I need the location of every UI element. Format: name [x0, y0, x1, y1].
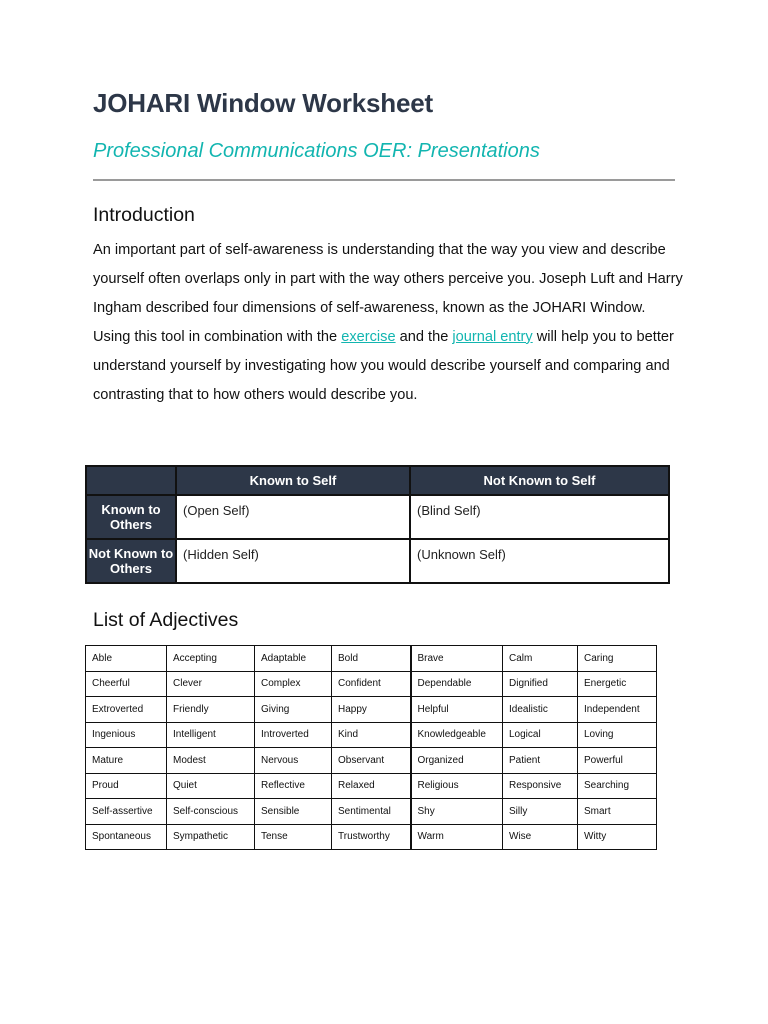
journal-entry-link[interactable]: journal entry	[452, 328, 533, 345]
adjective-cell: Introverted	[255, 722, 332, 748]
adjective-cell: Shy	[411, 799, 503, 825]
adjective-cell: Observant	[332, 748, 411, 774]
table-row	[86, 824, 657, 850]
introduction-heading: Introduction	[93, 204, 195, 226]
johari-blind-self-cell: (Blind Self)	[410, 495, 669, 539]
adjective-cell: Self-conscious	[167, 799, 255, 825]
adjective-cell: Proud	[86, 773, 167, 799]
adjective-cell: Responsive	[503, 773, 578, 799]
adjective-cell: Silly	[503, 799, 578, 825]
adjective-cell: Extroverted	[86, 697, 167, 723]
adjective-cell: Knowledgeable	[411, 722, 503, 748]
adjective-cell: Loving	[578, 722, 657, 748]
adjective-cell: Self-assertive	[86, 799, 167, 825]
adjective-cell: Brave	[411, 646, 503, 672]
adjective-cell: Trustworthy	[332, 824, 411, 850]
johari-hidden-self-cell: (Hidden Self)	[176, 539, 410, 583]
adjective-cell: Logical	[503, 722, 578, 748]
table-row	[86, 671, 657, 697]
adjective-cell: Quiet	[167, 773, 255, 799]
adjective-cell: Dignified	[503, 671, 578, 697]
page-title: JOHARI Window Worksheet	[93, 88, 433, 118]
adjective-cell: Sympathetic	[167, 824, 255, 850]
adjective-cell: Patient	[503, 748, 578, 774]
table-row	[86, 799, 657, 825]
page-subtitle: Professional Communications OER: Presentations	[93, 140, 540, 162]
table-row	[86, 722, 657, 748]
adjective-cell: Helpful	[411, 697, 503, 723]
adjective-cell: Confident	[332, 671, 411, 697]
adjective-cell: Tense	[255, 824, 332, 850]
adjective-cell: Dependable	[411, 671, 503, 697]
adjective-cell: Warm	[411, 824, 503, 850]
adjectives-table-body	[86, 646, 657, 850]
johari-corner-cell	[86, 466, 176, 495]
table-row	[86, 697, 657, 723]
intro-text-part-1: An important part of self-awareness is understanding that the way you view and describe yourself often overlaps only in part with the way others perceive you. Joseph Luft and Harry Ingham described four dimensions of self-awareness, known as the JOHARI Window. Using this tool in combination with the	[93, 242, 683, 345]
adjective-cell: Searching	[578, 773, 657, 799]
intro-text-part-2: and the	[395, 328, 453, 345]
adjective-cell: Organized	[411, 748, 503, 774]
adjective-cell: Caring	[578, 646, 657, 672]
adjective-cell: Able	[86, 646, 167, 672]
adjective-cell: Energetic	[578, 671, 657, 697]
adjective-cell: Accepting	[167, 646, 255, 672]
adjective-cell: Wise	[503, 824, 578, 850]
adjective-cell: Friendly	[167, 697, 255, 723]
adjective-cell: Giving	[255, 697, 332, 723]
adjective-cell: Relaxed	[332, 773, 411, 799]
johari-unknown-self-cell: (Unknown Self)	[410, 539, 669, 583]
adjective-cell: Modest	[167, 748, 255, 774]
adjective-cell: Mature	[86, 748, 167, 774]
adjective-cell: Reflective	[255, 773, 332, 799]
adjective-cell: Calm	[503, 646, 578, 672]
johari-row-header-known-to-others: Known to Others	[86, 495, 176, 539]
adjective-cell: Happy	[332, 697, 411, 723]
adjective-cell: Sentimental	[332, 799, 411, 825]
johari-row-header-not-known-to-others: Not Known to Others	[86, 539, 176, 583]
adjective-cell: Nervous	[255, 748, 332, 774]
table-row	[86, 773, 657, 799]
introduction-paragraph	[93, 236, 683, 409]
johari-window-table	[85, 465, 670, 584]
adjective-cell: Independent	[578, 697, 657, 723]
adjective-cell: Spontaneous	[86, 824, 167, 850]
johari-col-header-not-known-to-self: Not Known to Self	[410, 466, 669, 495]
adjective-cell: Sensible	[255, 799, 332, 825]
johari-open-self-cell: (Open Self)	[176, 495, 410, 539]
adjective-cell: Smart	[578, 799, 657, 825]
adjective-cell: Ingenious	[86, 722, 167, 748]
adjective-cell: Clever	[167, 671, 255, 697]
table-row	[86, 748, 657, 774]
adjective-cell: Powerful	[578, 748, 657, 774]
adjective-cell: Complex	[255, 671, 332, 697]
horizontal-rule	[93, 179, 675, 181]
adjectives-heading: List of Adjectives	[93, 609, 239, 631]
intro-text-part-3: will help you to better understand yourself by investigating how you would describe yourself and comparing and contrasting that to how others would describe you.	[93, 328, 674, 403]
adjective-cell: Religious	[411, 773, 503, 799]
johari-col-header-known-to-self: Known to Self	[176, 466, 410, 495]
table-row	[86, 646, 657, 672]
adjective-cell: Witty	[578, 824, 657, 850]
adjective-cell: Idealistic	[503, 697, 578, 723]
exercise-link[interactable]: exercise	[341, 328, 396, 345]
adjective-cell: Bold	[332, 646, 411, 672]
adjective-cell: Cheerful	[86, 671, 167, 697]
adjective-cell: Kind	[332, 722, 411, 748]
adjective-cell: Adaptable	[255, 646, 332, 672]
adjectives-table	[85, 645, 657, 850]
adjective-cell: Intelligent	[167, 722, 255, 748]
